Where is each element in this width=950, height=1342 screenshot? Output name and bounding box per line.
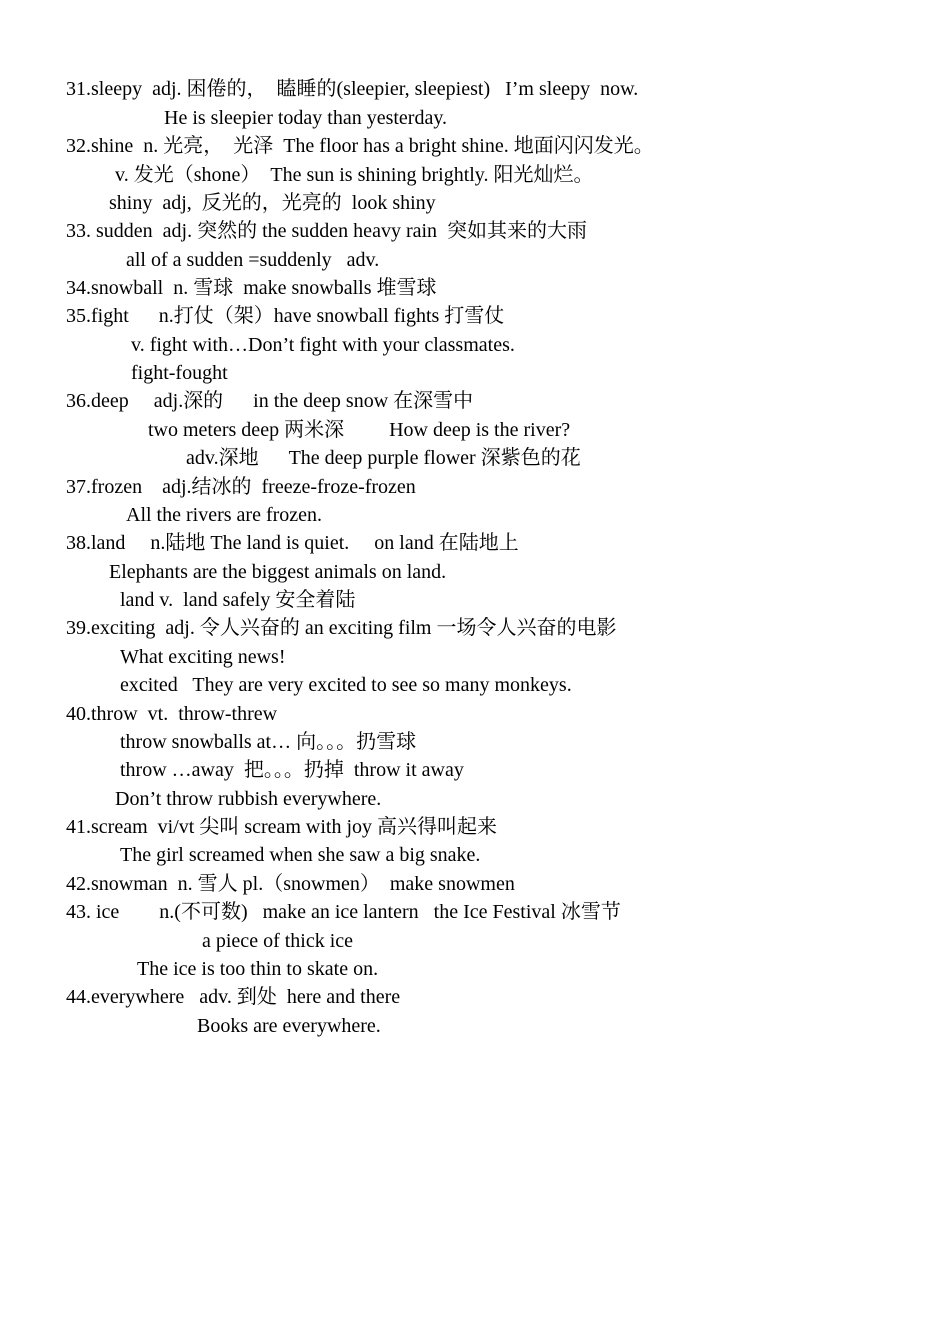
- entry-38-line-1: 38.land n.陆地 The land is quiet. on land 在陆地上: [66, 532, 519, 554]
- entry-42-line-1: 42.snowman n. 雪人 pl.（snowmen） make snowmen: [66, 873, 515, 895]
- entry-39-line-3: excited They are very excited to see so many monkeys.: [120, 674, 572, 696]
- entry-37-line-1: 37.frozen adj.结冰的 freeze-froze-frozen: [66, 476, 416, 498]
- entry-36-line-1: 36.deep adj.深的 in the deep snow 在深雪中: [66, 390, 474, 412]
- entry-43-line-1: 43. ice n.(不可数) make an ice lantern the Ice Festival 冰雪节: [66, 901, 621, 923]
- entry-40-line-1: 40.throw vt. throw-threw: [66, 703, 278, 725]
- entry-32-line-1: 32.shine n. 光亮， 光泽 The floor has a bright shine. 地面闪闪发光。: [66, 135, 654, 157]
- entry-38-line-3: land v. land safely 安全着陆: [120, 589, 356, 611]
- entry-34-line-1: 34.snowball n. 雪球 make snowballs 堆雪球: [66, 277, 437, 299]
- entry-35-line-1: 35.fight n.打仗（架）have snowball fights 打雪仗: [66, 305, 505, 327]
- entry-40-line-2: throw snowballs at… 向。。。扔雪球: [120, 731, 417, 753]
- entry-40-line-3: throw …away 把。。。扔掉 throw it away: [120, 759, 464, 781]
- entry-32-line-2: v. 发光（shone） The sun is shining brightly. 阳光灿烂。: [115, 164, 594, 186]
- entry-44-line-2: Books are everywhere.: [197, 1015, 381, 1037]
- entry-35-line-2: v. fight with…Don’t fight with your classmates.: [131, 334, 515, 356]
- entry-36-line-3: adv.深地 The deep purple flower 深紫色的花: [186, 447, 581, 469]
- entry-44-line-1: 44.everywhere adv. 到处 here and there: [66, 986, 401, 1008]
- entry-37-line-2: All the rivers are frozen.: [126, 504, 323, 526]
- entry-35-line-3: fight-fought: [131, 362, 228, 384]
- entry-36-line-2: two meters deep 两米深 How deep is the river?: [148, 419, 571, 441]
- entry-33-line-1: 33. sudden adj. 突然的 the sudden heavy rain 突如其来的大雨: [66, 220, 588, 242]
- entry-39-line-2: What exciting news!: [120, 646, 286, 668]
- entry-38-line-2: Elephants are the biggest animals on land.: [109, 561, 447, 583]
- entry-43-line-3: The ice is too thin to skate on.: [137, 958, 379, 980]
- entry-39-line-1: 39.exciting adj. 令人兴奋的 an exciting film 一场令人兴奋的电影: [66, 617, 617, 639]
- entry-43-line-2: a piece of thick ice: [202, 930, 354, 952]
- entry-41-line-1: 41.scream vi/vt 尖叫 scream with joy 高兴得叫起来: [66, 816, 498, 838]
- entry-31-line-2: He is sleepier today than yesterday.: [164, 107, 448, 129]
- entry-33-line-2: all of a sudden =suddenly adv.: [126, 249, 380, 271]
- entry-41-line-2: The girl screamed when she saw a big snake.: [120, 844, 481, 866]
- entry-31-line-1: 31.sleepy adj. 困倦的， 瞌睡的(sleepier, sleepiest) I’m sleepy now.: [66, 78, 639, 100]
- entry-40-line-4: Don’t throw rubbish everywhere.: [115, 788, 382, 810]
- entry-32-line-3: shiny adj, 反光的，光亮的 look shiny: [109, 192, 436, 214]
